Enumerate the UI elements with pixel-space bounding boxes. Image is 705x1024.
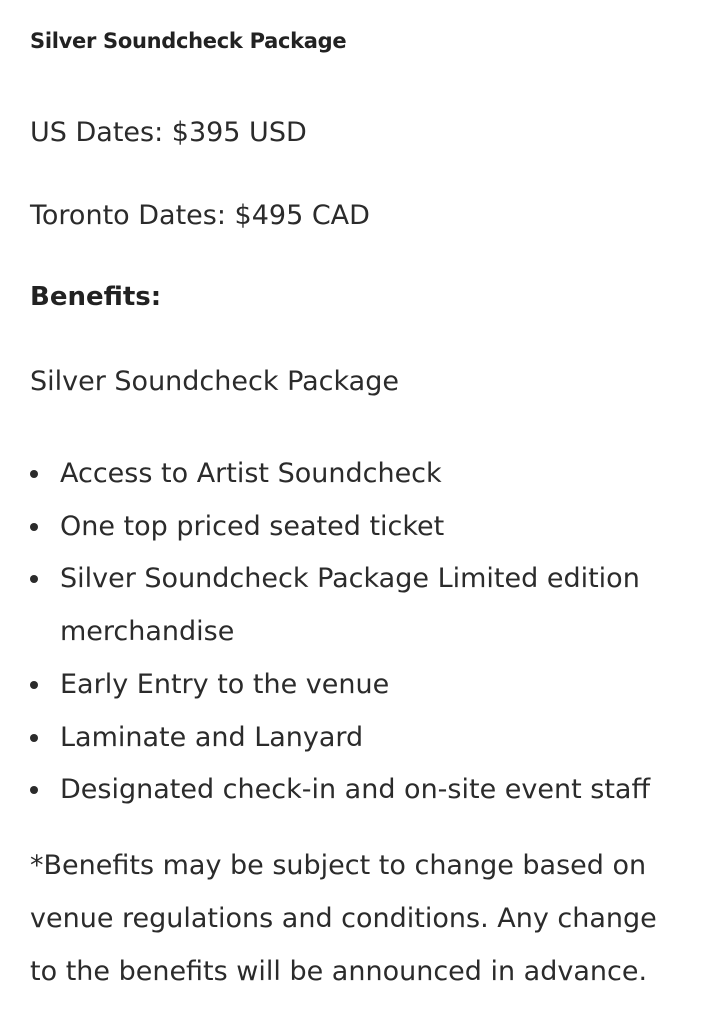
benefits-subtitle: Silver Soundcheck Package <box>30 366 399 397</box>
benefit-text: Designated check-in and on-site event staff <box>60 774 651 806</box>
benefit-list <box>30 448 690 817</box>
benefit-item <box>30 764 690 817</box>
benefit-text: One top priced seated ticket <box>60 510 445 542</box>
bullet-icon <box>30 734 38 742</box>
bullet-icon <box>30 470 38 478</box>
benefit-item <box>30 553 690 658</box>
package-title: Silver Soundcheck Package <box>30 29 347 53</box>
bullet-icon <box>30 523 38 531</box>
benefit-text: Early Entry to the venue <box>60 668 390 700</box>
bullet-icon <box>30 681 38 689</box>
benefits-heading: Benefits: <box>30 282 162 312</box>
bullet-icon <box>30 575 38 583</box>
us-price: US Dates: $395 USD <box>30 117 307 148</box>
toronto-price: Toronto Dates: $495 CAD <box>30 200 370 231</box>
benefit-text: Silver Soundcheck Package Limited edition merchandise <box>60 563 640 648</box>
benefit-item <box>30 448 690 501</box>
benefit-text: Laminate and Lanyard <box>60 721 364 753</box>
bullet-icon <box>30 786 38 794</box>
benefit-text: Access to Artist Soundcheck <box>60 458 442 489</box>
benefit-item <box>30 659 690 712</box>
disclaimer-note: *Benefits may be subject to change based on venue regulations and conditions. Any change to the benefits will be announced in advance. <box>30 850 657 987</box>
benefit-item <box>30 712 690 765</box>
benefit-item <box>30 501 690 554</box>
